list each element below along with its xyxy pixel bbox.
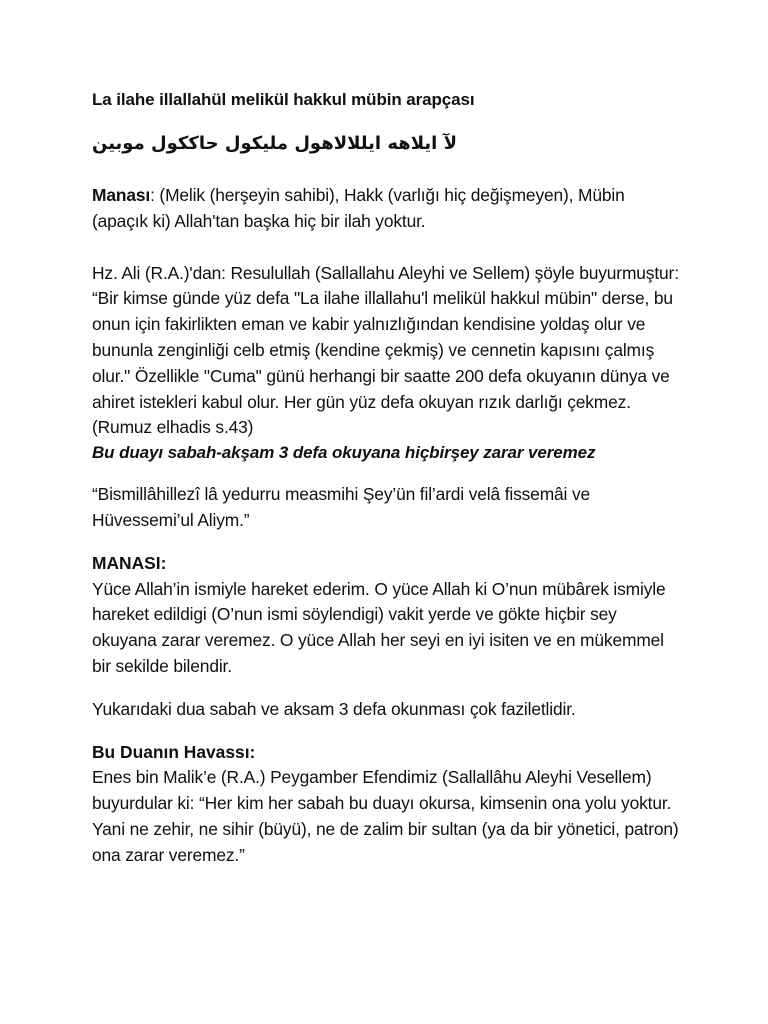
hadith-paragraph: Hz. Ali (R.A.)'dan: Resulullah (Sallallahu Aleyhi ve Sellem) şöyle buyurmuştur: “Bir kimse günde yüz defa "La ilahe illallahu'l melikül hakkul mübin" derse, bu onun için fakirlikten eman ve kabir yalnızlığından kendisine yoldaş olur ve bununla zenginliği celb etmiş (kendine çekmiş) ve cennetin kapısını çalmış olur." Özellikle "Cuma" günü herhangi bir saatte 200 defa okuyanın dünya ve ahiret istekleri kabul olur. Her gün yüz defa okuyan rızık darlığı çekmez. (Rumuz elhadis s.43) [92, 262, 679, 438]
manasi-heading: MANASI: [92, 552, 167, 573]
meaning-paragraph [92, 183, 682, 235]
havass-paragraph: Enes bin Malik’e (R.A.) Peygamber Efendimiz (Sallallâhu Aleyhi Vesellem) buyurdular ki: “Her kim her sabah bu duayı okursa, kimsenin ona yolu yoktur. Yani ne zehir, ne sihir (büyü), ne de zalim bir sultan (ya da bir yönetici, patron) ona zarar veremez.” [92, 767, 679, 865]
meaning-text: : (Melik (herşeyin sahibi), Hakk (varlığı hiç değişmeyen), Mübin (apaçık ki) Allah'tan başka hiç bir ilah yoktur. [92, 185, 625, 231]
document-page [92, 88, 682, 869]
manasi-section [92, 551, 682, 680]
italic-heading: Bu duayı sabah-akşam 3 defa okuyana hiçbirşey zarar veremez [92, 443, 596, 463]
havass-heading: Bu Duanın Havassı: [92, 741, 256, 762]
manasi-paragraph: Yüce Allah’in ismiyle hareket ederim. O yüce Allah ki O’nun mübârek ismiyle hareket edildigi (O’nun ismi söylendigi) vakit yerde ve gökte hiçbir sey okuyana zarar veremez. O yüce Allah her seyi en iyi isiten ve en mükemmel bir sekilde bilendir. [92, 578, 666, 676]
recommendation-paragraph: Yukarıdaki dua sabah ve aksam 3 defa okunması çok faziletlidir. [92, 698, 576, 719]
quote-paragraph: “Bismillâhillezî lâ yedurru measmihi Şey’ün fil’ardi velâ fissemâi ve Hüvessemi’ul Aliym.” [92, 484, 591, 530]
meaning-label: Manası [92, 185, 151, 205]
havass-section [92, 740, 682, 869]
arabic-text: لآ ايلاهه ايللالاهول مليكول حاككول موبين [92, 133, 457, 154]
document-title: La ilahe illallahül melikül hakkul mübin arapçası [92, 90, 475, 109]
